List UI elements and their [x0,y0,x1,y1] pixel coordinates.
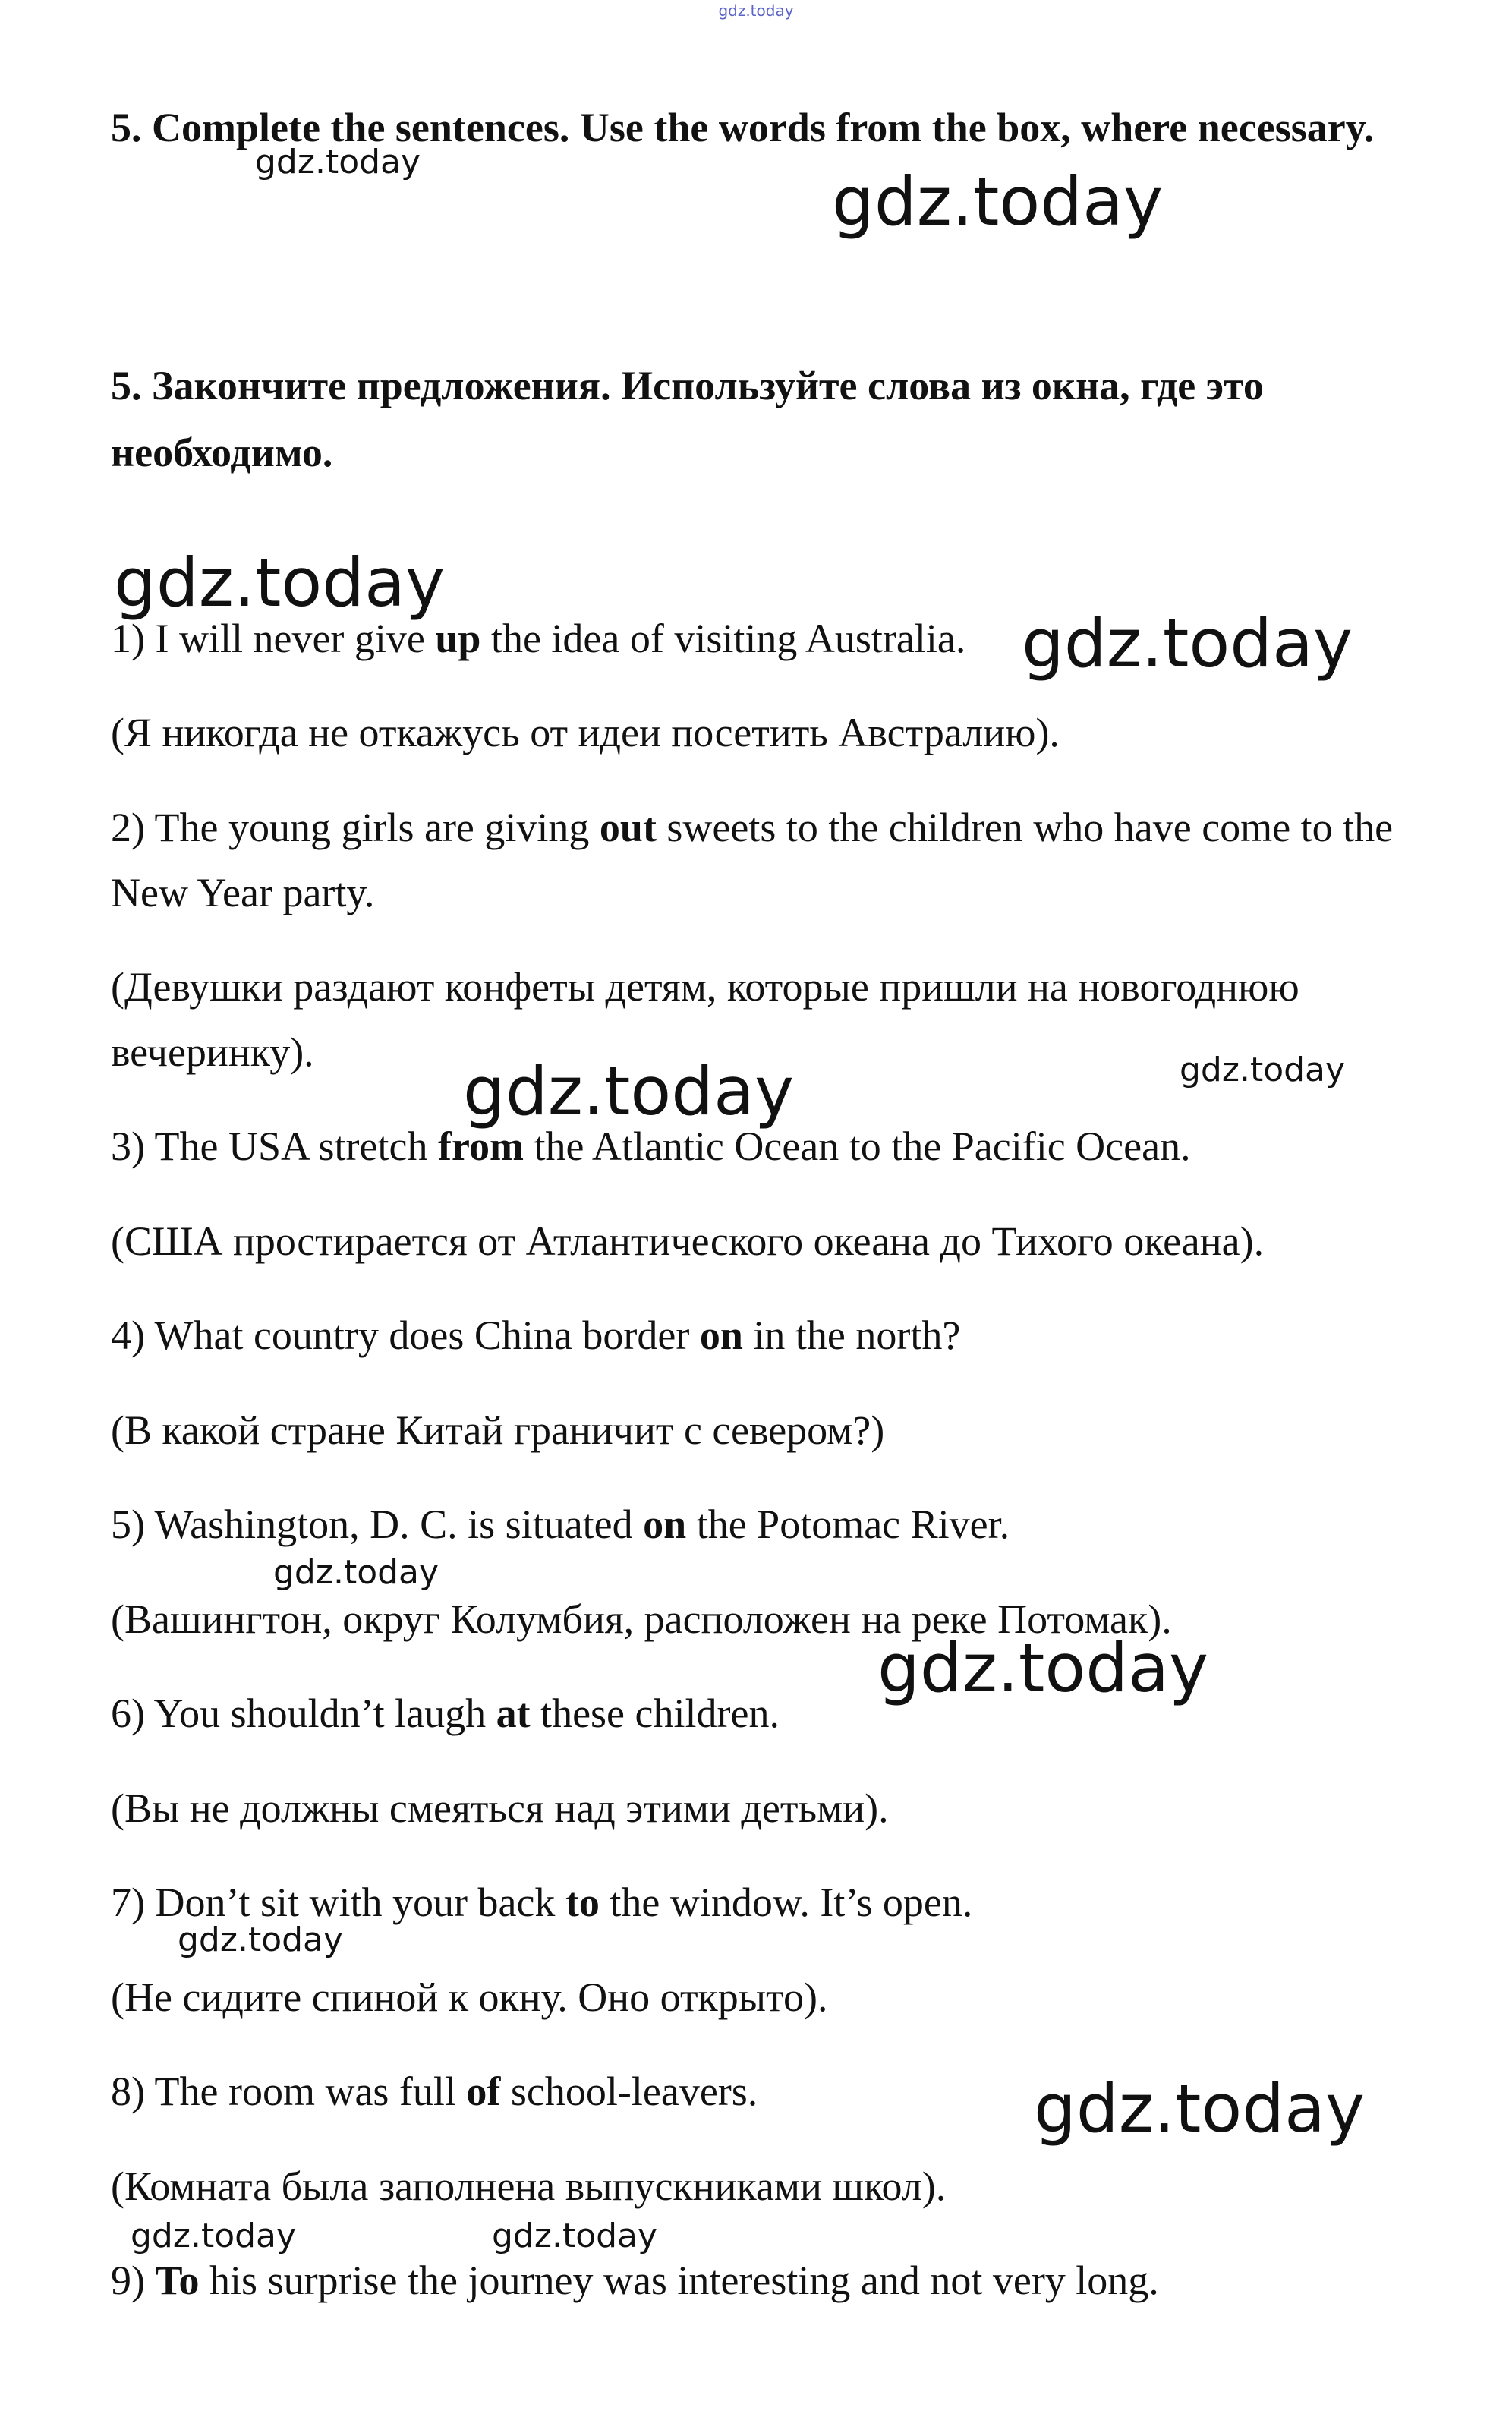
watermark: gdz.today [1034,2069,1366,2148]
item-8-en: 8) The room was full of school-leavers. [111,2069,758,2114]
item-number: 2) [111,805,145,850]
item-number: 7) [111,1880,145,1925]
answer-word: to [565,1880,600,1925]
item-1-en: 1) I will never give up the idea of visiting Australia. [111,616,966,661]
watermark: gdz.today [255,143,421,181]
answer-word: up [435,616,481,661]
item-number: 3) [111,1123,145,1169]
watermark: gdz.today [1022,604,1353,682]
item-number: 9) [111,2258,145,2303]
answer-word: from [437,1123,524,1169]
watermark: gdz.today [492,2217,658,2255]
item-4-en: 4) What country does China border on in the north? [111,1312,961,1358]
item-7-en: 7) Don’t sit with your back to the window. It’s open. [111,1880,973,1925]
watermark: gdz.today [178,1921,344,1959]
item-2-en: 2) The young girls are giving out sweets to the children who have come to the New Year party. [111,805,1394,915]
item-number: 6) [111,1691,145,1736]
item-5-ru: (Вашингтон, округ Колумбия, расположен на реке Потомак). [111,1596,1172,1642]
item-6-en: 6) You shouldn’t laugh at these children. [111,1691,780,1736]
task-title-en: 5. Complete the sentences. Use the words from the box, where necessary. [111,105,1375,150]
item-number: 1) [111,616,145,661]
item-1-ru: (Я никогда не откажусь от идеи посетить Австралию). [111,710,1060,755]
watermark: gdz.today [131,2217,297,2255]
item-9-en: 9) To his surprise the journey was interesting and not very long. [111,2258,1159,2303]
item-number: 5) [111,1502,145,1547]
item-8-ru: (Комната была заполнена выпускниками школ). [111,2163,947,2209]
answer-word: at [496,1691,531,1736]
item-5-en: 5) Washington, D. C. is situated on the Potomac River. [111,1502,1010,1547]
watermark: gdz.today [273,1553,439,1592]
item-3-en: 3) The USA stretch from the Atlantic Ocean to the Pacific Ocean. [111,1123,1191,1169]
item-3-ru: (США простирается от Атлантического океана до Тихого океана). [111,1218,1265,1264]
item-4-ru: (В какой стране Китай граничит с севером?) [111,1407,885,1453]
task-title-ru: 5. Закончите предложения. Используйте слова из окна, где это необходимо. [111,363,1264,475]
answer-word: To [155,2258,200,2303]
answer-word: on [643,1502,687,1547]
answer-word: of [466,2069,501,2114]
watermark: gdz.today [1180,1051,1346,1089]
watermark: gdz.today [463,1052,795,1130]
top-watermark: gdz.today [718,2,794,20]
item-number: 8) [111,2069,145,2114]
answer-word: out [599,805,657,850]
item-number: 4) [111,1312,145,1358]
item-2-ru: (Девушки раздают конфеты детям, которые пришли на новогоднюю вечеринку). [111,964,1299,1075]
item-7-ru: (Не сидите спиной к окну. Оно открыто). [111,1974,828,2020]
watermark: gdz.today [832,162,1164,241]
watermark: gdz.today [114,544,446,622]
answer-word: on [699,1312,743,1358]
item-6-ru: (Вы не должны смеяться над этими детьми). [111,1785,889,1831]
watermark: gdz.today [877,1629,1209,1707]
